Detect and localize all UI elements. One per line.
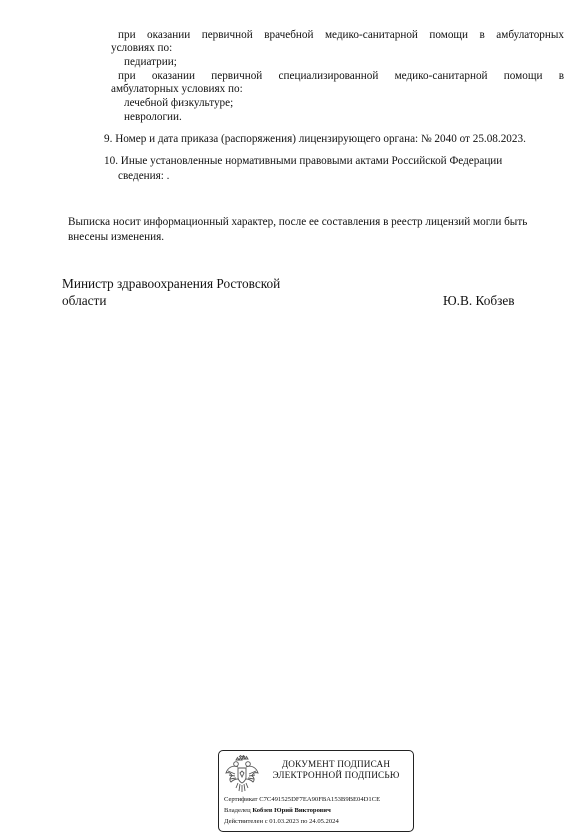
coat-of-arms-icon	[225, 755, 259, 793]
notice-line-1: Выписка носит информационный характер, после ее составления в реестр лицензий могли быть	[68, 216, 528, 228]
stamp-validity	[224, 818, 339, 826]
electronic-signature-stamp	[218, 750, 414, 832]
paragraph-line-5: амбулаторных условиях по:	[111, 83, 243, 95]
item-9-order: 9. Номер и дата приказа (распоряжения) лицензирующего органа: № 2040 от 25.08.2023.	[104, 133, 526, 145]
specialty-neurology: неврологии.	[124, 111, 182, 123]
item-10-line-2: сведения: .	[118, 170, 170, 182]
paragraph-line-1: при оказании первичной врачебной медико-санитарной помощи в амбулаторных	[118, 29, 564, 41]
notice-line-2: внесены изменения.	[68, 231, 165, 243]
stamp-title	[265, 759, 407, 781]
stamp-owner-value: Кобзев Юрий Викторович	[252, 807, 331, 814]
stamp-title-line-2: ЭЛЕКТРОННОЙ ПОДПИСЬЮ	[272, 770, 400, 780]
paragraph-line-2: условиях по:	[111, 42, 173, 54]
signatory-name: Ю.В. Кобзев	[443, 293, 515, 308]
specialty-pediatrics: педиатрии;	[124, 56, 177, 68]
stamp-certificate	[224, 796, 380, 804]
stamp-title-line-1: ДОКУМЕНТ ПОДПИСАН	[281, 759, 391, 769]
stamp-validity-value: с 01.03.2023 по 24.05.2024	[264, 818, 339, 825]
specialty-physical-therapy: лечебной физкультуре;	[124, 97, 234, 109]
stamp-validity-label: Действителен	[224, 818, 264, 825]
paragraph-line-4: при оказании первичной специализированной медико-санитарной помощи в	[118, 70, 564, 82]
stamp-owner-label: Владелец	[224, 807, 251, 814]
stamp-certificate-value: C7C491525DF7EA90FBA153B9BE04D1CE	[259, 796, 381, 803]
signatory-position-line-1: Министр здравоохранения Ростовской	[62, 276, 281, 291]
stamp-owner	[224, 807, 331, 815]
stamp-certificate-label: Сертификат	[224, 796, 258, 803]
signatory-position-line-2: области	[62, 293, 107, 308]
item-10-line-1: 10. Иные установленные нормативными правовыми актами Российской Федерации	[104, 155, 503, 167]
